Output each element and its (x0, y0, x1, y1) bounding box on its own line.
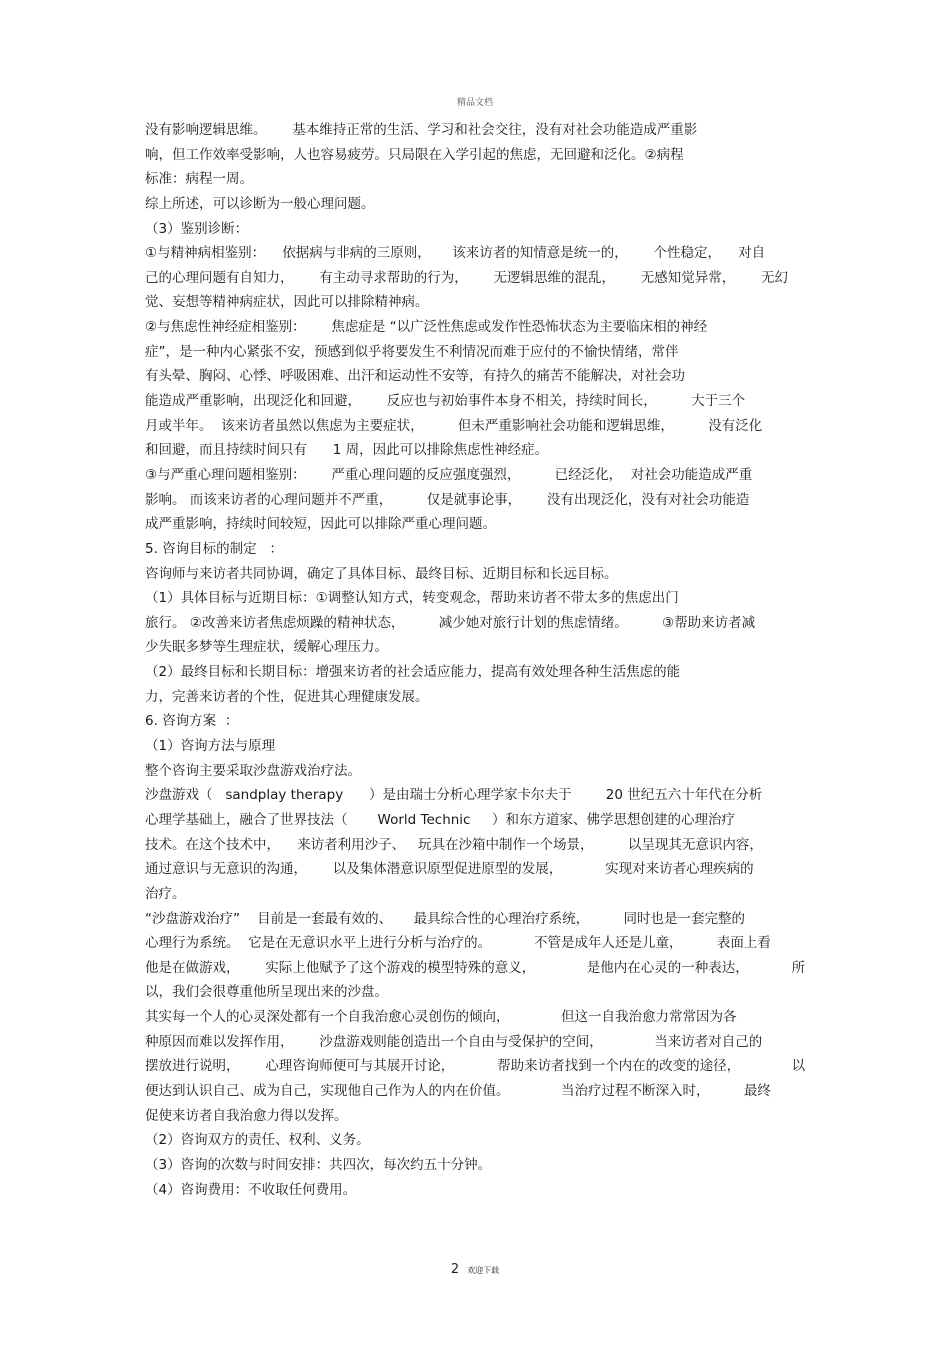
body-line: 咨询师与来访者共同协调，确定了具体目标、最终目标、近期目标和长远目标。 (145, 565, 618, 582)
body-line: （1）咨询方法与原理 (145, 738, 276, 755)
body-line: 成严重影响，持续时间较短，因此可以排除严重心理问题。 (145, 516, 496, 533)
body-line: 少失眠多梦等生理症状，缓解心理压力。 (145, 639, 388, 656)
section-heading: （3）鉴别诊断： (145, 220, 249, 237)
body-line: 便达到认识自己、成为自己，实现他自己作为人的内在价值。 当治疗过程不断深入时， 最终 (145, 1082, 771, 1099)
body-line: （1）具体目标与近期目标：①调整认知方式，转变观念，帮助来访者不带太多的焦虑出门 (145, 590, 679, 607)
body-line: 觉、妄想等精神病症状，因此可以排除精神病。 (145, 294, 429, 311)
body-line: 响，但工作效率受影响，人也容易疲劳。只局限在入学引起的焦虑，无回避和泛化。②病程 (145, 146, 684, 163)
body-line: 综上所述，可以诊断为一般心理问题。 (145, 195, 375, 212)
body-line: 促使来访者自我治愈力得以发挥。 (145, 1107, 348, 1124)
body-line: 种原因而难以发挥作用， 沙盘游戏则能创造出一个自由与受保护的空间， 当来访者对自己的 (145, 1033, 763, 1050)
body-line: 和回避，而且持续时间只有 1 周，因此可以排除焦虑性神经症。 (145, 442, 549, 459)
body-line: （3）咨询的次数与时间安排：共四次，每次约五十分钟。 (145, 1156, 492, 1173)
section-heading: 6. 咨询方案 ： (145, 713, 239, 730)
body-line: ②与焦虑性神经症相鉴别： 焦虑症是 “以广泛性焦虑或发作性恐怖状态为主要临床相的神经 (145, 319, 708, 336)
body-line: 己的心理问题有自知力， 有主动寻求帮助的行为， 无逻辑思维的混乱， 无感知觉异常， 无幻 (145, 269, 788, 286)
body-line: 治疗。 (145, 885, 186, 902)
body-line: “沙盘游戏治疗” 目前是一套最有效的、 最具综合性的心理治疗系统， 同时也是一套完整的 (145, 910, 745, 927)
body-line: 有头晕、胸闷、心悸、呼吸困难、出汗和运动性不安等，有持久的痛苦不能解决，对社会功 (145, 368, 685, 385)
body-line: 他是在做游戏， 实际上他赋予了这个游戏的模型特殊的意义， 是他内在心灵的一种表达， 所 (145, 959, 806, 976)
page-header: 精品文档 (456, 98, 493, 108)
body-line: 以，我们会很尊重他所呈现出来的沙盘。 (145, 984, 388, 1001)
body-line: （4）咨询费用：不收取任何费用。 (145, 1181, 357, 1198)
body-line: （2）最终目标和长期目标：增强来访者的社会适应能力，提高有效处理各种生活焦虑的能 (145, 664, 681, 681)
body-line: 技术。在这个技术中， 来访者利用沙子、 玩具在沙箱中制作一个场景， 以呈现其无意识内容， (145, 836, 763, 853)
footer-text: 欢迎下载 (467, 1266, 500, 1275)
body-line: 标准：病程一周。 (145, 171, 253, 188)
body-line: 整个咨询主要采取沙盘游戏治疗法。 (145, 762, 361, 779)
page-footer (0, 1258, 950, 1277)
body-line: 通过意识与无意识的沟通， 以及集体潜意识原型促进原型的发展， 实现对来访者心理疾病的 (145, 861, 754, 878)
body-line: 摆放进行说明， 心理咨询师便可与其展开讨论， 帮助来访者找到一个内在的改变的途径， 以 (145, 1058, 806, 1075)
body-line: 力，完善来访者的个性，促进其心理健康发展。 (145, 688, 429, 705)
body-line: 没有影响逻辑思维。 基本维持正常的生活、学习和社会交往，没有对社会功能造成严重影 (145, 122, 698, 138)
body-line: 能造成严重影响，出现泛化和回避， 反应也与初始事件本身不相关，持续时间长， 大于三个 (145, 393, 746, 410)
body-line: ③与严重心理问题相鉴别： 严重心理问题的反应强度强烈， 已经泛化， 对社会功能造成严重 (145, 466, 753, 483)
body-line: ①与精神病相鉴别： 依据病与非病的三原则， 该来访者的知情意是统一的， 个性稳定， 对自 (145, 245, 766, 262)
document-body (145, 118, 810, 1227)
body-line: 月或半年。 该来访者虽然以焦虑为主要症状， 但未严重影响社会功能和逻辑思维， 没有泛化 (145, 417, 763, 434)
body-line: 其实每一个人的心灵深处都有一个自我治愈心灵创伤的倾向， 但这一自我治愈力常常因为各 (145, 1009, 737, 1026)
page-number: 2 (450, 1262, 460, 1277)
body-line: 心理学基础上，融合了世界技法（ World Technic ）和东方道家、佛学思想创建的心理治疗 (145, 811, 735, 828)
body-line: 旅行。 ②改善来访者焦虑烦躁的精神状态， 减少她对旅行计划的焦虑情绪。 ③帮助来访者减 (145, 614, 756, 631)
section-heading: 5. 咨询目标的制定 ： (145, 540, 284, 557)
body-line: 心理行为系统。 它是在无意识水平上进行分析与治疗的。 不管是成年人还是儿童， 表面上看 (145, 935, 771, 952)
body-line: 沙盘游戏（ sandplay therapy ）是由瑞士分析心理学家卡尔夫于 20 世纪五六十年代在分析 (145, 787, 763, 804)
body-line: 影响。 而该来访者的心理问题并不严重， 仅是就事论事， 没有出现泛化，没有对社会功能造 (145, 491, 750, 508)
body-line: （2）咨询双方的责任、权利、义务。 (145, 1132, 370, 1149)
body-line: 症”，是一种内心紧张不安，预感到似乎将要发生不利情况而难于应付的不愉快情绪，常伴 (145, 343, 679, 360)
body-line (145, 1202, 810, 1227)
